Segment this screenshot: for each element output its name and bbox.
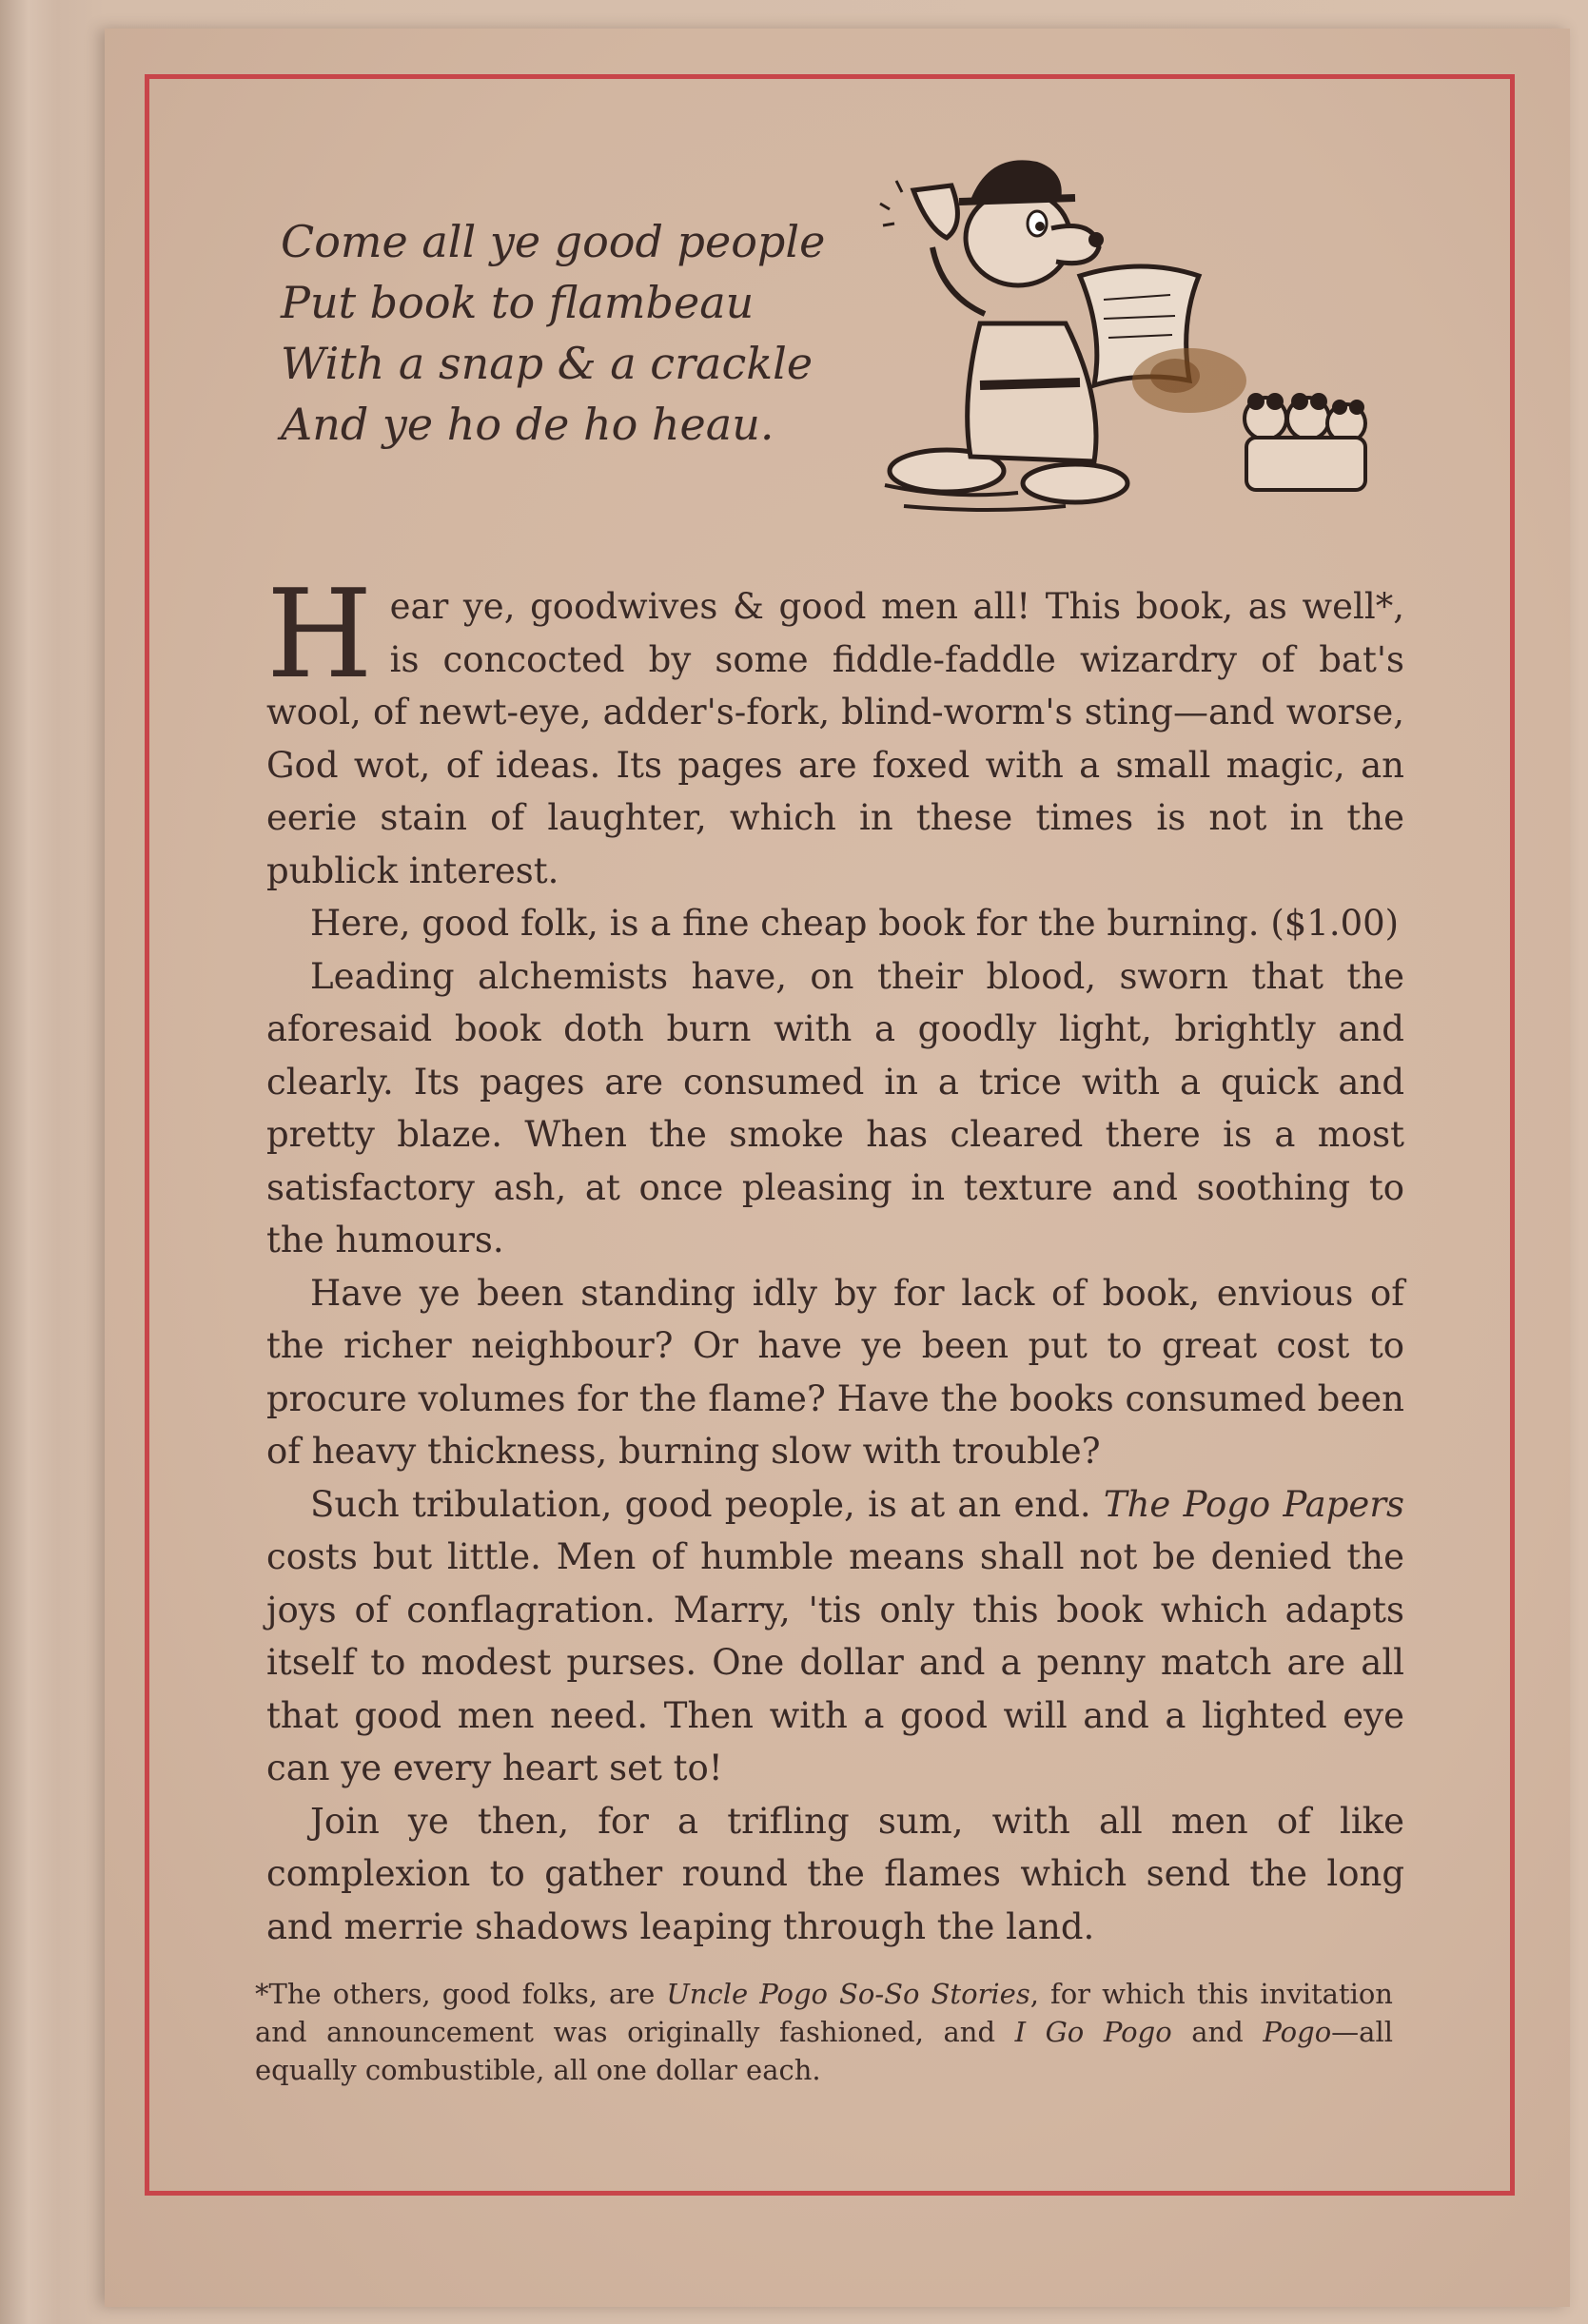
book-title-pogo: Pogo <box>1263 2016 1332 2048</box>
paragraph-5: Such tribulation, good people, is at an end. The Pogo Papers costs but little. Men of humble means shall not be denied the joys of conflagration. Marry, 'tis only this book which adapts itself to modest purses. One dollar and a penny match are all that good men need. Then with a good will and a lighted eye can ye every heart set to! <box>266 1483 1405 1788</box>
verse-line-4: And ye ho de ho heau. <box>281 399 774 450</box>
footnote: *The others, good folks, are Uncle Pogo So-So Stories, for which this invitation and announcement was originally fashioned, and I Go Pogo and Pogo—all equally combustible, all one dollar each. <box>255 1978 1393 2086</box>
town-crier-illustration <box>875 133 1370 542</box>
opening-verse <box>281 211 871 455</box>
paragraph-4: Have ye been standing idly by for lack of book, envious of the richer neighbour? Or have ye been put to great cost to procure volumes for the flame? Have the books consumed been of heavy thickness, burning slow with trouble? <box>266 1272 1404 1472</box>
body-text <box>266 564 1405 1953</box>
verse-line-3: With a snap & a crackle <box>281 338 814 389</box>
paragraph-6: Join ye then, for a trifling sum, with all men of like complexion to gather round the flames which send the long and merrie shadows leaping through the land. <box>266 1800 1404 1947</box>
paragraph-3: Leading alchemists have, on their blood, sworn that the aforesaid book doth burn with a goodly light, brightly and clearly. Its pages are consumed in a trice with a quick and pretty blaze. When the smoke has cleared there is a most satisfactory ash, at once pleasing in texture and soothing to the humours. <box>266 955 1404 1260</box>
book-title-uncle-pogo: Uncle Pogo So-So Stories <box>666 1978 1030 2010</box>
book-title-pogo-papers: The Pogo Papers <box>1103 1483 1405 1525</box>
paragraph-1: Hear ye, goodwives & good men all! This book, as well*, is concocted by some fiddle-faddle wizardry of bat's wool, of newt-eye, adder's-fork, blind-worm's sting—and worse, God wot, of ideas. Its pages are foxed with a small magic, an eerie stain of laughter, which in these times is not in the publick interest. <box>266 564 1404 891</box>
book-title-i-go-pogo: I Go Pogo <box>1014 2016 1172 2048</box>
drop-cap: H <box>266 564 373 706</box>
verse-line-1: Come all ye good people <box>281 216 826 267</box>
verse-line-2: Put book to flambeau <box>281 277 755 328</box>
paragraph-2: Here, good folk, is a fine cheap book for the burning. ($1.00) <box>310 903 1400 944</box>
